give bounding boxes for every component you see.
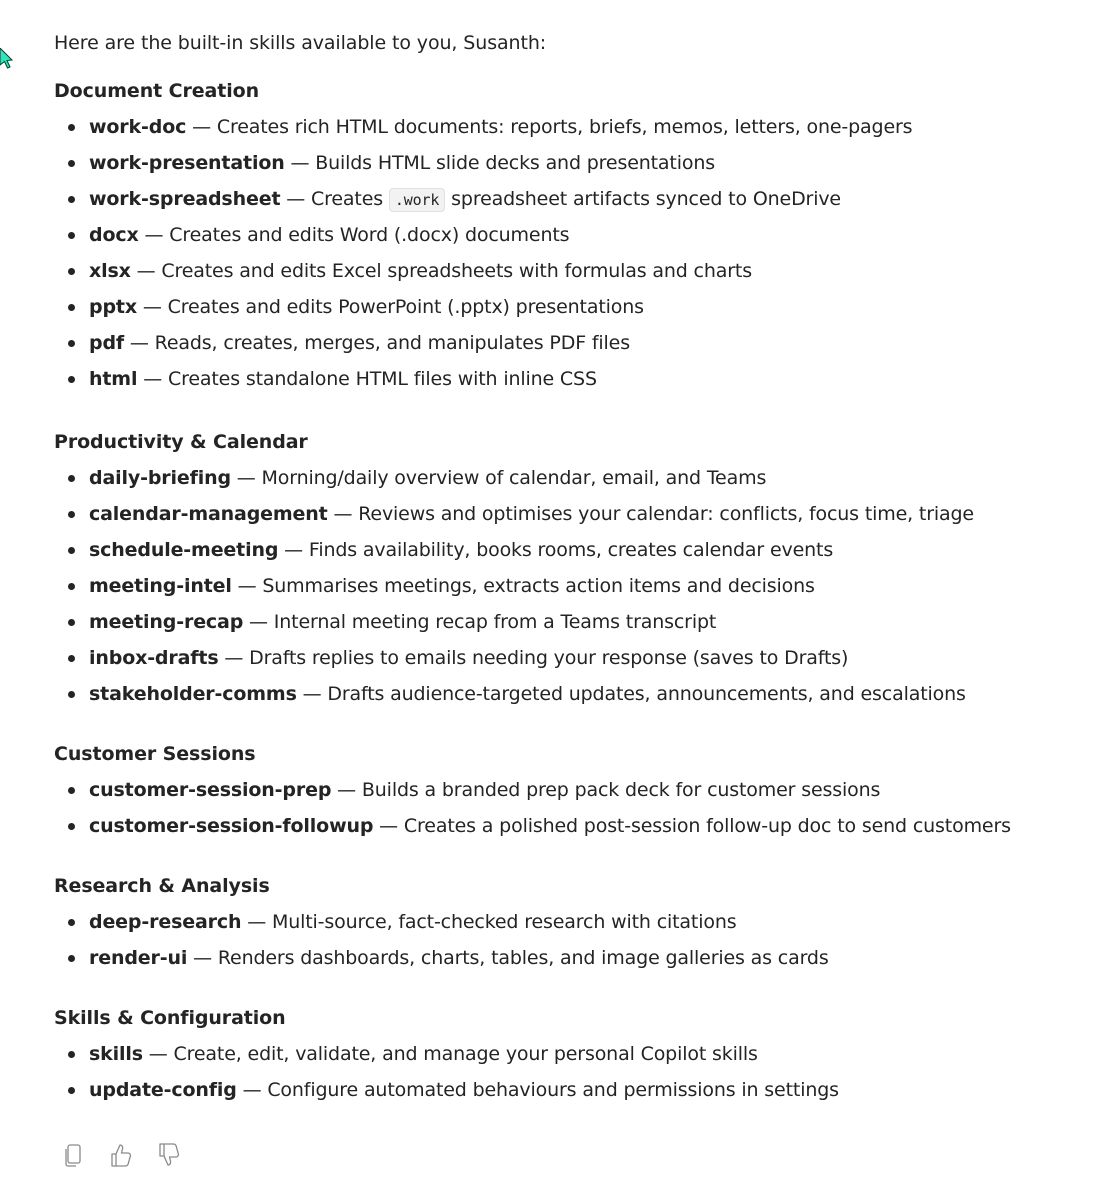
skill-description: — Drafts audience-targeted updates, announcements, and escalations [296,683,966,705]
skill-name: calendar-management [89,503,328,525]
list-item [54,814,1011,838]
skill-name: schedule-meeting [89,539,279,561]
skill-list [54,910,829,970]
section-customer-sessions [54,742,1011,850]
skill-description: — Finds availability, books rooms, creates calendar events [278,539,834,561]
skill-description: — Internal meeting recap from a Teams transcript [243,611,717,633]
section-title: Productivity & Calendar [54,431,308,453]
list-item [54,910,829,934]
skill-description: — Multi-source, fact-checked research with citations [241,911,737,933]
skill-name: customer-session-prep [89,779,332,801]
skill-description: — Creates and edits Excel spreadsheets with formulas and charts [130,260,752,282]
skill-description: — Drafts replies to emails needing your response (saves to Drafts) [218,647,849,669]
skill-description: — Summarises meetings, extracts action items and decisions [231,575,815,597]
list-item [54,295,912,319]
skill-name: meeting-intel [89,575,232,597]
message-actions-toolbar [59,1141,183,1169]
skill-name: html [89,368,138,390]
list-item [54,502,974,526]
skill-description: — Creates and edits Word (.docx) documents [138,224,570,246]
list-item [54,610,974,634]
list-item [54,682,974,706]
skill-name: inbox-drafts [89,647,219,669]
skill-name: xlsx [89,260,131,282]
dislike-button[interactable] [155,1141,183,1169]
skill-description: — Builds HTML slide decks and presentations [284,152,715,174]
skill-name: skills [89,1043,143,1065]
mouse-cursor-icon [0,48,14,72]
list-item [54,538,974,562]
skill-description: — Creates and edits PowerPoint (.pptx) presentations [136,296,644,318]
thumbs-up-icon [109,1142,133,1168]
skill-list [54,778,1011,838]
list-item [54,574,974,598]
inline-code: .work [389,188,445,212]
skill-description: — Creates standalone HTML files with inline CSS [137,368,597,390]
skill-description: — Reviews and optimises your calendar: conflicts, focus time, triage [327,503,974,525]
skill-name: deep-research [89,911,242,933]
skill-name: stakeholder-comms [89,683,297,705]
skill-name: work-spreadsheet [89,188,281,210]
skill-description: — Renders dashboards, charts, tables, and image galleries as cards [187,947,829,969]
skill-name: meeting-recap [89,611,244,633]
section-title: Document Creation [54,80,260,102]
skill-description: — Creates a polished post-session follow-up doc to send customers [373,815,1011,837]
copy-icon [63,1143,83,1167]
skill-description: — Morning/daily overview of calendar, email, and Teams [230,467,767,489]
skill-description: spreadsheet artifacts synced to OneDrive [445,188,841,210]
list-item [54,151,912,175]
list-item [54,946,829,970]
list-item [54,1042,839,1066]
section-title: Research & Analysis [54,875,270,897]
list-item [54,646,974,670]
list-item [54,466,974,490]
skill-description: — Reads, creates, merges, and manipulates PDF files [124,332,630,354]
skill-description: — Creates rich HTML documents: reports, briefs, memos, letters, one-pagers [186,116,913,138]
list-item [54,1078,839,1102]
skill-name: work-doc [89,116,187,138]
skill-name: update-config [89,1079,237,1101]
message-intro: Here are the built-in skills available to you, Susanth: [54,32,547,54]
skill-name: docx [89,224,139,246]
skill-description: — Builds a branded prep pack deck for customer sessions [331,779,881,801]
skill-description: — Creates [280,188,389,210]
skill-list [54,1042,839,1102]
skill-list [54,466,974,706]
skill-name: daily-briefing [89,467,231,489]
skill-name: pptx [89,296,137,318]
skill-name: work-presentation [89,152,285,174]
section-title: Skills & Configuration [54,1007,286,1029]
section-skills-configuration [54,1006,839,1114]
skill-list [54,115,912,391]
list-item [54,778,1011,802]
skill-name: pdf [89,332,125,354]
section-productivity-calendar [54,430,974,718]
list-item [54,331,912,355]
section-document-creation [54,79,912,403]
section-research-analysis [54,874,829,982]
list-item [54,115,912,139]
list-item [54,187,912,211]
copy-button[interactable] [59,1141,87,1169]
section-title: Customer Sessions [54,743,256,765]
skill-description: — Configure automated behaviours and permissions in settings [236,1079,839,1101]
list-item [54,223,912,247]
like-button[interactable] [107,1141,135,1169]
list-item [54,259,912,283]
skill-name: customer-session-followup [89,815,374,837]
skill-description: — Create, edit, validate, and manage your personal Copilot skills [142,1043,758,1065]
thumbs-down-icon [157,1142,181,1168]
list-item [54,367,912,391]
skill-name: render-ui [89,947,188,969]
